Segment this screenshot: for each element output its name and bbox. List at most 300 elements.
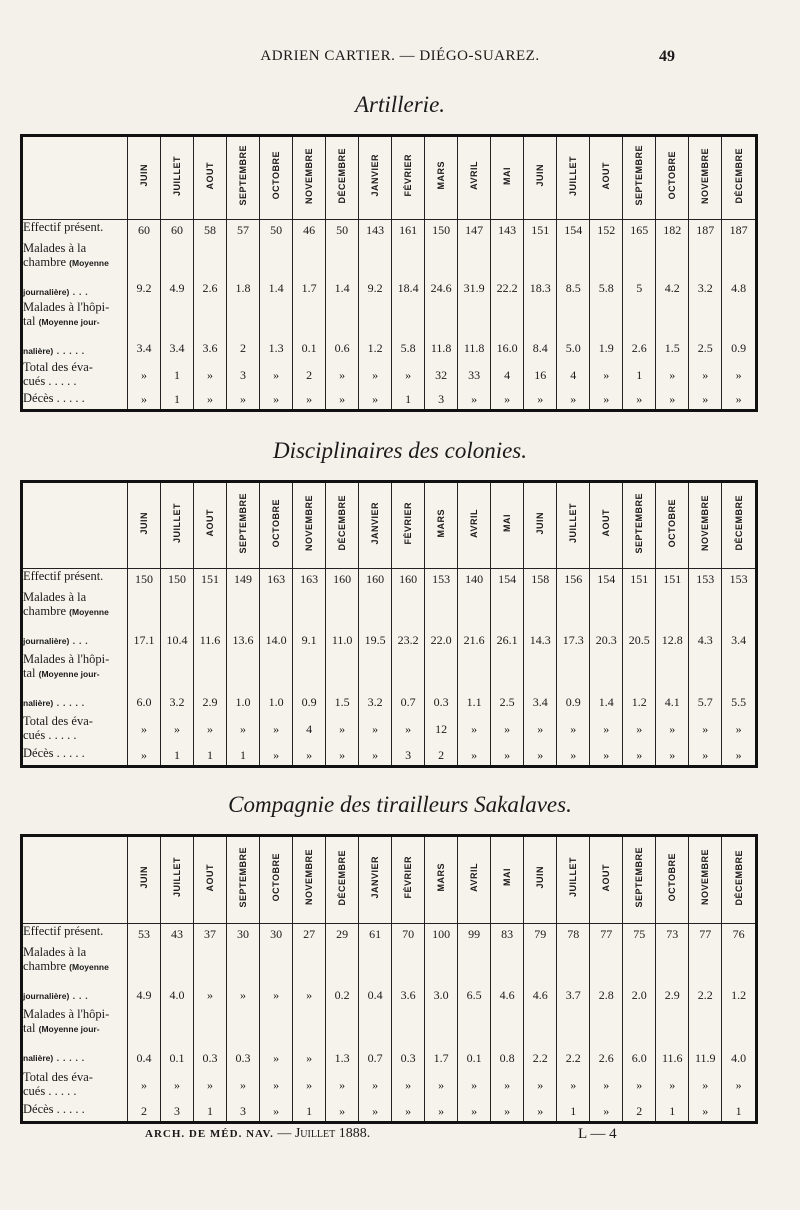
value-cell: 0.1 <box>293 300 326 360</box>
value-cell: 151 <box>623 569 656 591</box>
value-cell: 99 <box>458 923 491 945</box>
row-label-text: cués <box>23 1083 46 1098</box>
month-label: JUIN <box>535 511 546 535</box>
value-cell: 3 <box>425 391 458 410</box>
row-malades-chambre <box>23 241 755 301</box>
month-label: JUILLET <box>568 503 579 544</box>
month-header <box>458 837 491 923</box>
value-cell: » <box>227 1070 260 1102</box>
value-cell: » <box>656 1070 689 1102</box>
value-cell: » <box>524 391 557 410</box>
value-cell: 4.0 <box>722 1007 755 1069</box>
month-header <box>425 483 458 569</box>
month-label: SEPTEMBRE <box>238 492 249 554</box>
row-evacues <box>23 714 755 746</box>
value-cell: » <box>359 1102 392 1121</box>
value-cell: » <box>359 714 392 746</box>
month-label: NOVEMBRE <box>304 147 315 204</box>
value-cell: 1.2 <box>359 300 392 360</box>
row-label <box>23 714 128 746</box>
leader-dots: . . . <box>69 633 89 648</box>
value-cell: 33 <box>458 360 491 391</box>
row-label <box>23 1070 128 1102</box>
month-header <box>392 137 425 220</box>
value-cell: » <box>260 746 293 765</box>
month-header <box>161 837 194 923</box>
leader-dots: . . . . . <box>48 1083 77 1098</box>
month-label: FÉVRIER <box>403 154 414 197</box>
month-label: JUILLET <box>172 857 183 898</box>
value-cell: » <box>656 746 689 765</box>
value-cell: » <box>260 1007 293 1069</box>
value-cell: » <box>656 391 689 410</box>
value-cell: 1 <box>557 1102 590 1121</box>
value-cell: 22.2 <box>491 241 524 301</box>
month-header <box>491 837 524 923</box>
value-cell: » <box>491 714 524 746</box>
value-cell: 153 <box>689 569 722 591</box>
value-cell: 76 <box>722 923 755 945</box>
value-cell: 1 <box>293 1102 326 1121</box>
value-cell: 1.1 <box>458 652 491 714</box>
month-label: JANVIER <box>370 501 381 545</box>
value-cell: » <box>128 746 161 765</box>
value-cell: 4.2 <box>656 241 689 301</box>
section-title-tirailleurs: Compagnie des tirailleurs Sakalaves. <box>228 792 572 817</box>
month-header <box>524 837 557 923</box>
value-cell: 1.3 <box>260 300 293 360</box>
value-cell: 20.3 <box>590 590 623 652</box>
page-number: 49 <box>659 48 675 65</box>
value-cell: 1.3 <box>326 1007 359 1069</box>
value-cell: » <box>722 360 755 391</box>
value-cell: 29 <box>326 923 359 945</box>
month-header <box>128 837 161 923</box>
value-cell: 30 <box>260 923 293 945</box>
value-cell: 4.9 <box>128 945 161 1007</box>
value-cell: 0.1 <box>161 1007 194 1069</box>
value-cell: 0.8 <box>491 1007 524 1069</box>
value-cell: » <box>557 746 590 765</box>
month-header <box>623 837 656 923</box>
row-label <box>23 360 128 391</box>
month-header <box>326 837 359 923</box>
value-cell: » <box>425 1070 458 1102</box>
month-header <box>590 837 623 923</box>
value-cell: 27 <box>293 923 326 945</box>
value-cell: » <box>128 360 161 391</box>
value-cell: 151 <box>194 569 227 591</box>
value-cell: 6.0 <box>128 652 161 714</box>
value-cell: » <box>491 1070 524 1102</box>
month-header <box>194 137 227 220</box>
value-cell: » <box>194 714 227 746</box>
month-header <box>161 483 194 569</box>
month-label: AVRIL <box>469 161 480 190</box>
value-cell: » <box>458 391 491 410</box>
value-cell: 23.2 <box>392 590 425 652</box>
value-cell: 18.4 <box>392 241 425 301</box>
value-cell: » <box>326 391 359 410</box>
month-label: FÉVRIER <box>403 856 414 899</box>
month-label: DÉCEMBRE <box>733 849 744 906</box>
month-header <box>260 483 293 569</box>
month-label: OCTOBRE <box>667 498 678 548</box>
month-label: OCTOBRE <box>271 498 282 548</box>
value-cell: 14.0 <box>260 590 293 652</box>
value-cell: 1 <box>623 360 656 391</box>
value-cell: 2.2 <box>524 1007 557 1069</box>
value-cell: » <box>392 360 425 391</box>
value-cell: 160 <box>326 569 359 591</box>
value-cell: » <box>458 1070 491 1102</box>
leader-dots: . . . . . <box>48 373 77 388</box>
month-header <box>227 137 260 220</box>
row-label <box>23 652 128 714</box>
row-label-text: Malades à la <box>23 240 87 255</box>
value-cell: 2.6 <box>623 300 656 360</box>
month-label: AOUT <box>205 863 216 892</box>
row-malades-hopital <box>23 1007 755 1069</box>
value-cell: 2.9 <box>656 945 689 1007</box>
footer-journal-name: ARCH. DE MÉD. NAV. <box>145 1128 274 1140</box>
month-header <box>656 483 689 569</box>
value-cell: 83 <box>491 923 524 945</box>
footer-journal <box>145 1126 370 1142</box>
value-cell: 165 <box>623 220 656 241</box>
leader-dots: . . . <box>69 988 89 1003</box>
value-cell: 163 <box>293 569 326 591</box>
value-cell: 2.2 <box>689 945 722 1007</box>
value-cell: » <box>458 1102 491 1121</box>
value-cell: 11.9 <box>689 1007 722 1069</box>
value-cell: 4 <box>491 360 524 391</box>
value-cell: 11.8 <box>458 300 491 360</box>
month-header <box>293 483 326 569</box>
value-cell: » <box>557 1070 590 1102</box>
value-cell: » <box>260 391 293 410</box>
row-label-text: Total des éva- <box>23 1069 93 1084</box>
table-disciplinaires <box>20 480 758 768</box>
value-cell: » <box>194 1070 227 1102</box>
value-cell: 11.8 <box>425 300 458 360</box>
value-cell: » <box>590 746 623 765</box>
value-cell: » <box>194 360 227 391</box>
value-cell: 5.8 <box>392 300 425 360</box>
value-cell: » <box>392 1070 425 1102</box>
month-label: DÉCEMBRE <box>337 147 348 204</box>
value-cell: 11.6 <box>656 1007 689 1069</box>
month-header <box>326 483 359 569</box>
row-malades-hopital <box>23 652 755 714</box>
month-header <box>557 137 590 220</box>
month-label: JUIN <box>139 866 149 889</box>
value-cell: 10.4 <box>161 590 194 652</box>
value-cell: » <box>491 746 524 765</box>
row-label-text: Effectif présent. <box>23 923 104 938</box>
month-label: MARS <box>436 863 447 892</box>
value-cell: 61 <box>359 923 392 945</box>
row-label-text: (Moyenne jour- <box>38 669 100 680</box>
value-cell: 5.0 <box>557 300 590 360</box>
leader-dots: . . . . . <box>56 745 85 760</box>
row-label-text: nalière) <box>23 1053 54 1064</box>
value-cell: 78 <box>557 923 590 945</box>
value-cell: » <box>260 1070 293 1102</box>
month-label: AVRIL <box>469 508 480 538</box>
month-header <box>293 837 326 923</box>
value-cell: » <box>491 391 524 410</box>
value-cell: » <box>359 1070 392 1102</box>
value-cell: 187 <box>689 220 722 241</box>
value-cell: 1.4 <box>590 652 623 714</box>
month-header <box>722 483 755 569</box>
running-title: ADRIEN CARTIER. — DIÉGO-SUAREZ. <box>260 48 540 64</box>
value-cell: 11.6 <box>194 590 227 652</box>
month-label: SEPTEMBRE <box>634 145 645 206</box>
value-cell: » <box>656 714 689 746</box>
month-header <box>722 837 755 923</box>
value-cell: » <box>491 1102 524 1121</box>
month-header <box>590 483 623 569</box>
month-label: MARS <box>436 161 447 190</box>
value-cell: 4.0 <box>161 945 194 1007</box>
value-cell: 152 <box>590 220 623 241</box>
value-cell: 2.6 <box>194 241 227 301</box>
row-label-text: journalière) <box>23 286 70 297</box>
stat-table <box>23 483 755 765</box>
value-cell: 4 <box>557 360 590 391</box>
value-cell: 21.6 <box>458 590 491 652</box>
value-cell: » <box>260 714 293 746</box>
row-effectif <box>23 569 755 591</box>
value-cell: 2.5 <box>491 652 524 714</box>
row-malades-chambre <box>23 945 755 1007</box>
value-cell: 3 <box>227 1102 260 1121</box>
table-artillerie <box>20 134 758 412</box>
month-label: JUIN <box>139 511 149 535</box>
value-cell: » <box>161 1070 194 1102</box>
month-header <box>359 837 392 923</box>
value-cell: 3.6 <box>194 300 227 360</box>
value-cell: 5.5 <box>722 652 755 714</box>
value-cell: » <box>128 391 161 410</box>
stat-table <box>23 137 755 409</box>
value-cell: 11.0 <box>326 590 359 652</box>
month-header <box>128 137 161 220</box>
value-cell: » <box>392 714 425 746</box>
value-cell: » <box>194 945 227 1007</box>
value-cell: 0.1 <box>458 1007 491 1069</box>
month-label: JANVIER <box>370 856 381 899</box>
row-label-text: Malades à l'hôpi- <box>23 652 110 667</box>
month-label: NOVEMBRE <box>700 495 711 552</box>
value-cell: 147 <box>458 220 491 241</box>
value-cell: » <box>359 360 392 391</box>
value-cell: 3.4 <box>128 300 161 360</box>
row-label-text: tal <box>23 666 36 681</box>
value-cell: » <box>656 360 689 391</box>
value-cell: 0.9 <box>293 652 326 714</box>
value-cell: 50 <box>260 220 293 241</box>
row-label-text: chambre <box>23 959 67 974</box>
value-cell: » <box>590 714 623 746</box>
month-header <box>491 137 524 220</box>
month-header <box>557 837 590 923</box>
month-header <box>491 483 524 569</box>
month-header <box>194 483 227 569</box>
row-label-text: Malades à l'hôpi- <box>23 300 110 315</box>
month-header-row <box>23 483 755 569</box>
value-cell: 3.4 <box>524 652 557 714</box>
value-cell: 1 <box>392 391 425 410</box>
value-cell: 140 <box>458 569 491 591</box>
value-cell: 8.4 <box>524 300 557 360</box>
value-cell: 158 <box>524 569 557 591</box>
month-header <box>359 483 392 569</box>
month-label: JUIN <box>535 164 546 187</box>
value-cell: 2 <box>425 746 458 765</box>
row-label-text: journalière) <box>23 991 70 1002</box>
month-label: JUIN <box>139 164 149 187</box>
leader-dots: . . . . . <box>53 1050 85 1065</box>
value-cell: 32 <box>425 360 458 391</box>
value-cell: 6.0 <box>623 1007 656 1069</box>
leader-dots: . . . . . <box>56 1101 85 1116</box>
month-label: AOUT <box>601 509 612 537</box>
value-cell: 1.5 <box>326 652 359 714</box>
value-cell: 1 <box>194 746 227 765</box>
month-header-row <box>23 837 755 923</box>
value-cell: 1 <box>194 1102 227 1121</box>
value-cell: 4 <box>293 714 326 746</box>
value-cell: » <box>623 746 656 765</box>
row-label-text: (Moyenne jour- <box>38 1024 100 1035</box>
value-cell: 20.5 <box>623 590 656 652</box>
value-cell: 0.9 <box>722 300 755 360</box>
value-cell: 187 <box>722 220 755 241</box>
value-cell: » <box>128 1070 161 1102</box>
month-header <box>656 137 689 220</box>
month-label: MAI <box>502 514 513 533</box>
month-header <box>689 137 722 220</box>
value-cell: 14.3 <box>524 590 557 652</box>
value-cell: 4.6 <box>524 945 557 1007</box>
value-cell: » <box>557 391 590 410</box>
value-cell: 0.3 <box>194 1007 227 1069</box>
value-cell: » <box>392 1102 425 1121</box>
value-cell: 3.4 <box>722 590 755 652</box>
value-cell: 1.0 <box>260 652 293 714</box>
value-cell: 149 <box>227 569 260 591</box>
month-label: MAI <box>502 868 513 887</box>
value-cell: 1.2 <box>722 945 755 1007</box>
value-cell: 3 <box>227 360 260 391</box>
month-label: SEPTEMBRE <box>634 492 645 554</box>
value-cell: 3.7 <box>557 945 590 1007</box>
month-header <box>524 483 557 569</box>
value-cell: 0.3 <box>425 652 458 714</box>
row-label-text: Décès <box>23 745 54 760</box>
row-evacues <box>23 1070 755 1102</box>
value-cell: 37 <box>194 923 227 945</box>
month-label: MAI <box>502 166 513 185</box>
value-cell: » <box>359 746 392 765</box>
row-label-text: (Moyenne <box>69 607 109 618</box>
row-deces <box>23 391 755 410</box>
value-cell: 1.4 <box>260 241 293 301</box>
value-cell: 2.6 <box>590 1007 623 1069</box>
value-cell: 16.0 <box>491 300 524 360</box>
value-cell: 9.2 <box>359 241 392 301</box>
month-header <box>359 137 392 220</box>
row-label-text: (Moyenne <box>69 257 109 268</box>
value-cell: 151 <box>656 569 689 591</box>
month-header <box>194 837 227 923</box>
value-cell: » <box>689 391 722 410</box>
value-cell: 18.3 <box>524 241 557 301</box>
month-header <box>623 137 656 220</box>
month-header <box>656 837 689 923</box>
row-label-text: (Moyenne jour- <box>38 317 100 328</box>
row-effectif <box>23 923 755 945</box>
month-label: AOUT <box>601 863 612 892</box>
leader-dots: . . . <box>69 283 89 298</box>
stat-table <box>23 837 755 1121</box>
month-label: OCTOBRE <box>271 853 282 902</box>
value-cell: 6.5 <box>458 945 491 1007</box>
value-cell: 150 <box>128 569 161 591</box>
month-header <box>326 137 359 220</box>
value-cell: 19.5 <box>359 590 392 652</box>
value-cell: » <box>722 746 755 765</box>
row-label-text: journalière) <box>23 636 70 647</box>
value-cell: » <box>326 360 359 391</box>
value-cell: 2.2 <box>557 1007 590 1069</box>
footer-sheet: L — 4 <box>578 1126 617 1142</box>
value-cell: » <box>557 714 590 746</box>
value-cell: 150 <box>161 569 194 591</box>
value-cell: 22.0 <box>425 590 458 652</box>
value-cell: 73 <box>656 923 689 945</box>
value-cell: 4.9 <box>161 241 194 301</box>
value-cell: » <box>524 746 557 765</box>
value-cell: 0.6 <box>326 300 359 360</box>
value-cell: 4.8 <box>722 241 755 301</box>
value-cell: 2.9 <box>194 652 227 714</box>
value-cell: 24.6 <box>425 241 458 301</box>
value-cell: » <box>458 746 491 765</box>
value-cell: 75 <box>623 923 656 945</box>
value-cell: » <box>689 746 722 765</box>
value-cell: 70 <box>392 923 425 945</box>
row-label-text: cués <box>23 727 46 742</box>
row-effectif <box>23 220 755 241</box>
row-label <box>23 923 128 945</box>
value-cell: » <box>293 945 326 1007</box>
value-cell: 0.4 <box>128 1007 161 1069</box>
value-cell: 1.7 <box>293 241 326 301</box>
value-cell: » <box>722 714 755 746</box>
value-cell: 4.1 <box>656 652 689 714</box>
row-label <box>23 241 128 301</box>
month-label: AOUT <box>205 161 216 190</box>
value-cell: 5 <box>623 241 656 301</box>
value-cell: » <box>227 714 260 746</box>
value-cell: 154 <box>491 569 524 591</box>
month-label: FÉVRIER <box>403 501 414 545</box>
value-cell: » <box>293 391 326 410</box>
